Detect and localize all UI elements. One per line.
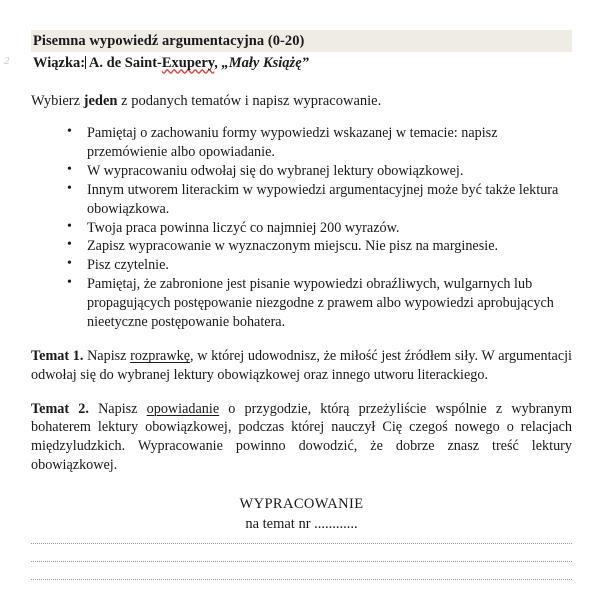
list-item xyxy=(67,162,572,181)
requirement-text: Twoja praca powinna liczyć co najmniej 200 wyrazów. xyxy=(87,219,400,236)
topic-2-after: o przygodzie, którą przeżyliście wspólnie z wybranym bohaterem lektury obowiązkowej, podczas której nauczył Cię czegoś nowego o relacjach międzyludzkich. Wypracowanie powinno dowodzić, że dobrze znasz treść lektury obowiązkowej. xyxy=(31,400,573,474)
topic-1 xyxy=(31,347,572,385)
topic-2-before: Napisz xyxy=(88,400,147,417)
requirement-text: Pamiętaj o zachowaniu formy wypowiedzi wskazanej w temacie: napisz przemówienie albo opowiadanie. xyxy=(87,125,498,161)
topic-2-keyword: opowiadanie xyxy=(146,400,220,417)
topic-1-keyword: rozprawkę xyxy=(130,347,190,364)
answer-lines xyxy=(31,543,572,580)
intro-before: Wybierz xyxy=(31,93,84,110)
answer-line[interactable] xyxy=(31,543,572,544)
bundle-author-misspelled: Exupery xyxy=(161,54,215,71)
essay-subtitle: na temat nr ............ xyxy=(245,515,358,532)
list-item xyxy=(67,219,572,238)
requirement-text: Innym utworem literackim w wypowiedzi argumentacyjnej może być także lektura obowiązkowa. xyxy=(87,181,559,217)
bundle-line xyxy=(31,52,572,73)
essay-heading xyxy=(31,495,572,534)
document-content xyxy=(31,30,572,597)
list-item xyxy=(67,256,572,275)
intro-after: z podanych tematów i napisz wypracowanie. xyxy=(117,93,382,110)
list-item xyxy=(67,181,572,219)
requirement-text: Pisz czytelnie. xyxy=(87,257,169,274)
list-item xyxy=(67,275,572,332)
topic-2-label: Temat 2. xyxy=(31,400,89,417)
bundle-author: A. de Saint- xyxy=(86,54,162,71)
bundle-label: Wiązka: xyxy=(33,54,86,71)
topic-1-after: , w której udowodnisz, że miłość jest źródłem siły. W argumentacji odwołaj się do wybranej lektury obowiązkowej oraz innego utworu literackiego. xyxy=(31,347,572,383)
answer-line[interactable] xyxy=(31,561,572,562)
requirements-list xyxy=(31,124,572,332)
topic-2 xyxy=(31,400,572,476)
requirement-text: W wypracowaniu odwołaj się do wybranej lektury obowiązkowej. xyxy=(87,162,464,179)
topic-1-label: Temat 1. xyxy=(31,347,84,364)
bundle-work-title: „Mały Książę” xyxy=(221,54,309,71)
essay-title: WYPRACOWANIE xyxy=(239,496,364,513)
answer-line[interactable] xyxy=(31,579,572,580)
list-item xyxy=(67,124,572,162)
list-item xyxy=(67,237,572,256)
bundle-comma: , xyxy=(214,54,222,71)
margin-artifact: 2 xyxy=(4,55,10,67)
intro-bold: jeden xyxy=(83,93,118,110)
exam-section-title: Pisemna wypowiedź argumentacyjna (0-20) xyxy=(31,30,572,52)
instruction-intro xyxy=(31,92,572,111)
requirement-text: Pamiętaj, że zabronione jest pisanie wypowiedzi obraźliwych, wulgarnych lub propagujących postępowanie niezgodne z prawem albo wypowiedzi aprobujących nieetyczne postępowanie bohatera. xyxy=(87,276,554,330)
requirement-text: Zapisz wypracowanie w wyznaczonym miejscu. Nie pisz na marginesie. xyxy=(87,238,499,255)
topic-1-before: Napisz xyxy=(83,347,131,364)
